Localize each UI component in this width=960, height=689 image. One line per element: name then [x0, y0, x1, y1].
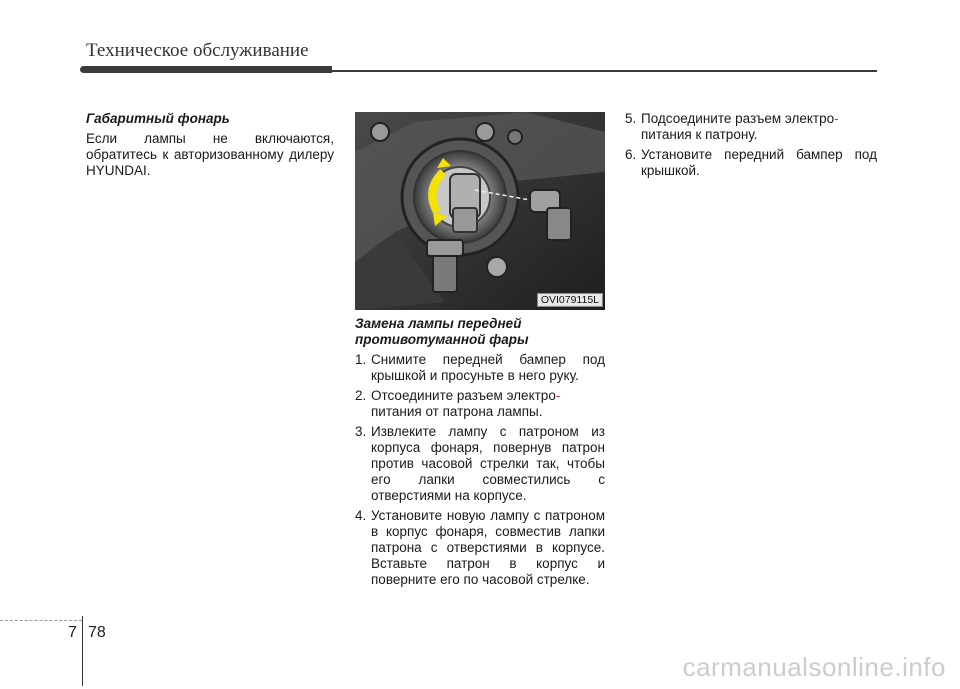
figure-code: OVI079115L: [537, 293, 603, 307]
left-column: [86, 111, 334, 179]
step-number: 5.: [625, 111, 637, 126]
chapter-number: 7: [68, 624, 77, 641]
step-text: Извлеките лампу с патроном из корпуса фонаря, повернув патрон против часовой стрелки так, чтобы его лапки совместились с отверстиями на корпусе.: [371, 424, 605, 503]
watermark-text: carmanualsonline.info: [682, 652, 946, 682]
page-number-value: 78: [88, 624, 106, 641]
step-text: Установите передний бампер под крышкой.: [641, 147, 877, 178]
header-rule-thick: [80, 66, 332, 73]
section-title-fog-lamp: Замена лампы передней противотуманной фары: [355, 316, 529, 347]
middle-column: [355, 316, 605, 592]
right-column: [625, 111, 877, 183]
list-item: [355, 508, 605, 588]
step-text-part: Подсоедините разъем электро: [641, 111, 835, 126]
list-item: [355, 388, 605, 420]
step-text-part: питания к патрону.: [641, 127, 758, 142]
step-text-part: Отсоедините разъем электро: [371, 388, 556, 403]
header-rule-thin: [332, 70, 877, 72]
step-number: 4.: [355, 508, 367, 523]
step-text: Снимите передней бампер под крышкой и просуньте в него руку.: [371, 352, 605, 383]
fog-lamp-steps-continued: [625, 111, 877, 179]
step-number: 1.: [355, 352, 367, 367]
list-item: [355, 424, 605, 504]
step-number: 6.: [625, 147, 637, 162]
page-header-title: Техническое обслуживание: [86, 40, 309, 61]
hyphen-mark: -: [834, 111, 839, 126]
fog-lamp-illustration: [355, 112, 605, 310]
step-text: Установите новую лампу с патроном в корпус фонаря, совместив лапки патрона с отверстиями в корпусе. Вставьте патрон в корпус и поверните его по часовой стрелке.: [371, 508, 605, 587]
list-item: [625, 111, 877, 143]
step-text: [371, 388, 605, 420]
list-item: [625, 147, 877, 179]
footer-dashed-rule: [0, 620, 82, 621]
step-number: 2.: [355, 388, 367, 403]
footer-vertical-rule: [82, 616, 83, 686]
hyphen-mark: -: [555, 388, 561, 403]
fog-lamp-photo: [355, 112, 605, 310]
section-title-side-lamp: Габаритный фонарь: [86, 111, 230, 126]
side-lamp-text: Если лампы не включаются, обратитесь к авторизованному дилеру HYUNDAI.: [86, 131, 334, 178]
step-number: 3.: [355, 424, 367, 439]
fog-lamp-steps: [355, 352, 605, 588]
list-item: [355, 352, 605, 384]
step-text-part: питания от патрона лампы.: [371, 404, 543, 419]
step-text: [641, 111, 877, 143]
